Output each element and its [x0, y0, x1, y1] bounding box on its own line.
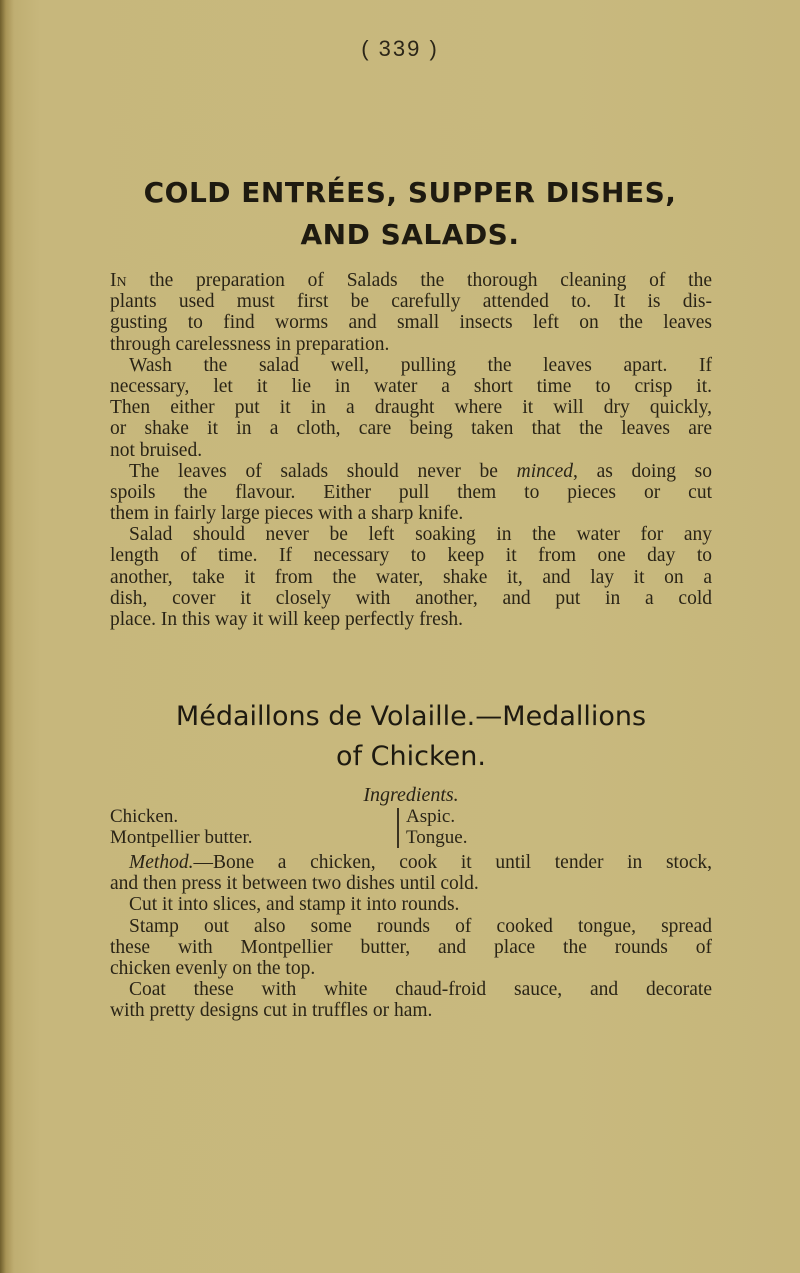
intro-text — [110, 270, 712, 630]
ingredient: Montpellier butter. — [110, 827, 253, 848]
paragraph-line: another, take it from the water, shake it, and lay it on a — [110, 566, 712, 588]
ingredients-right — [406, 806, 467, 848]
ingredients-heading: Ingredients. — [363, 784, 459, 806]
paragraph-line: Wash the salad well, pulling the leaves apart. If — [129, 354, 712, 376]
paragraph-line: Stamp out also some rounds of cooked tongue, spread — [129, 915, 712, 937]
emphasis: minced — [516, 460, 573, 482]
paragraph-line: Method.—Bone a chicken, cook it until tender in stock, — [129, 852, 712, 873]
paragraph-line: Salad should never be left soaking in the water for any — [129, 524, 712, 546]
paragraph-line: Cut it into slices, and stamp it into rounds. — [129, 894, 460, 916]
paragraph-line: The leaves of salads should never be minced, as doing so — [129, 460, 712, 482]
ingredient: Aspic. — [406, 806, 456, 827]
paragraph-line: plants used must first be carefully attended to. It is dis- — [110, 291, 712, 313]
method-text — [110, 852, 712, 1022]
page-number: ( 339 ) — [361, 36, 439, 61]
recipe-title-line: of Chicken. — [336, 741, 486, 772]
paragraph-line: In the preparation of Salads the thorough cleaning of the — [110, 270, 712, 291]
dropcap-word: In — [110, 270, 127, 291]
paragraph-line: not bruised. — [110, 439, 203, 461]
paragraph-line: length of time. If necessary to keep it from one day to — [110, 545, 712, 567]
paragraph-line: dish, cover it closely with another, and put in a cold — [110, 587, 712, 609]
paragraph-line: these with Montpellier butter, and place the rounds of — [110, 936, 712, 958]
paragraph-line: spoils the flavour. Either pull them to pieces or cut — [110, 481, 712, 503]
recipe-title-line: Médaillons de Volaille.—Medallions — [175, 701, 647, 732]
paragraph-line: through carelessness in preparation. — [110, 333, 390, 355]
paragraph-line: gusting to find worms and small insects left on the leaves — [110, 312, 712, 334]
ingredients-divider — [397, 808, 399, 848]
ingredients-left — [110, 806, 252, 848]
paragraph-line: place. In this way it will keep perfectly fresh. — [110, 609, 464, 630]
paragraph-line: with pretty designs cut in truffles or ham. — [110, 1000, 433, 1022]
chapter-title-line: COLD ENTRÉES, SUPPER DISHES, — [143, 176, 677, 209]
paragraph-line: Coat these with white chaud-froid sauce, and decorate — [129, 979, 712, 1001]
chapter-title — [90, 172, 730, 256]
recipe-title — [110, 697, 712, 777]
chapter-title-line: AND SALADS. — [300, 218, 520, 251]
paragraph-line: Then either put it in a draught where it will dry quickly, — [110, 397, 712, 419]
paragraph-line: and then press it between two dishes until cold. — [110, 873, 479, 895]
paragraph-line: or shake it in a cloth, care being taken that the leaves are — [110, 418, 712, 440]
ingredient: Chicken. — [110, 806, 179, 827]
paragraph-line: necessary, let it lie in water a short time to crisp it. — [110, 375, 712, 397]
method-label: Method. — [129, 852, 194, 873]
ingredient: Tongue. — [406, 827, 468, 848]
paragraph-line: chicken evenly on the top. — [110, 957, 316, 979]
paragraph-line: them in fairly large pieces with a sharp knife. — [110, 503, 464, 525]
